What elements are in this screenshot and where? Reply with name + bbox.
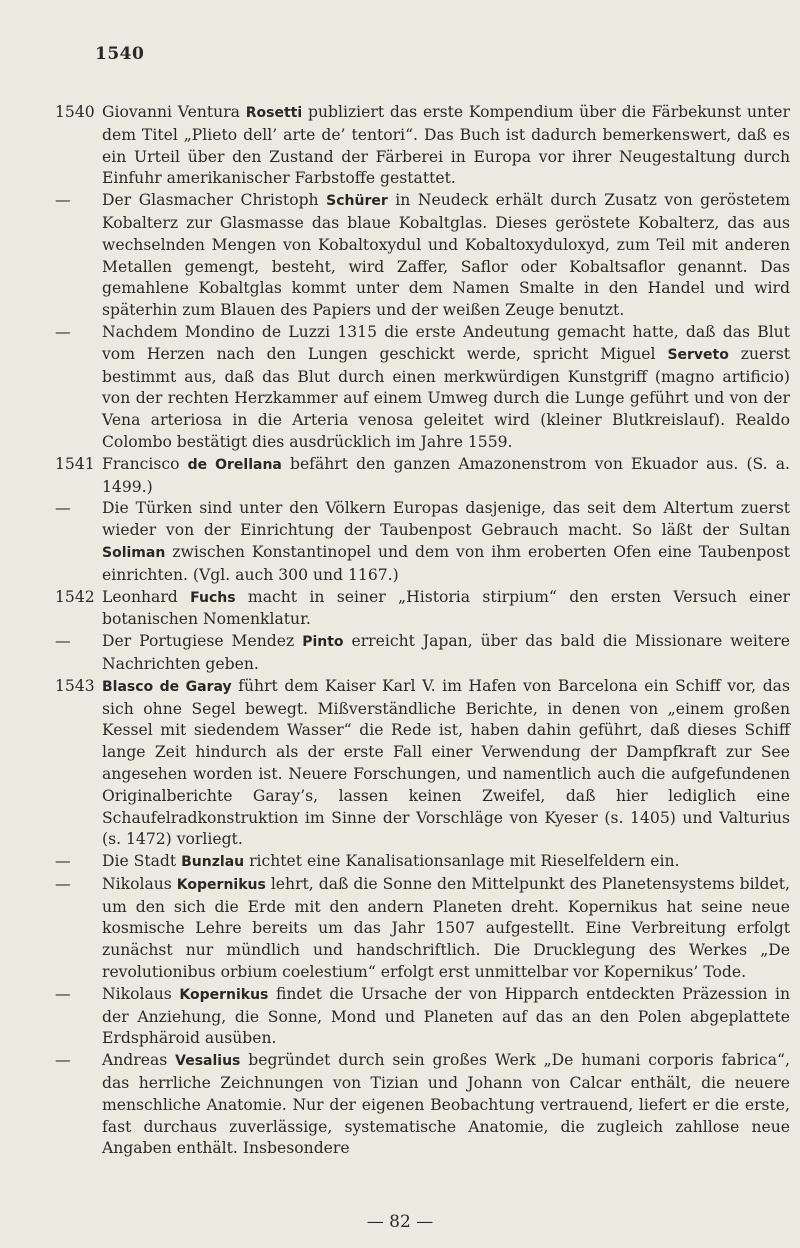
entry-year: — [55, 499, 71, 518]
entry-year: 1543 [55, 676, 95, 695]
entry [55, 454, 790, 499]
person-name: Soliman [102, 544, 166, 561]
entry-year: — [55, 852, 71, 871]
entry-year: — [55, 322, 71, 341]
entry [55, 851, 790, 874]
person-name: Vesalius [175, 1053, 241, 1070]
person-name: Kopernikus [176, 876, 266, 893]
entry-text: Der Portugiese Mendez Pinto erreicht Japan, über das bald die Missionare weitere Nachrichten geben. [102, 632, 790, 673]
entry-year: 1541 [55, 454, 95, 473]
entry-text: Der Glasmacher Christoph Schürer in Neudeck erhält durch Zusatz von geröstetem Kobalterz zur Glasmasse das blaue Kobaltglas. Dieses geröstete Kobalterz, das aus wechselnden Mengen von Kobaltoxydul und Kobaltoxyduloxyd, zum Teil mit anderen Metallen gemengt, besteht, wird Zaffer, Saflor oder Kobaltsaflor genannt. Das gemahlene Kobaltglas kommt unter dem Namen Smalte in den Handel und wird späterhin zum Blauen des Papiers und der weißen Zeuge benutzt. [102, 191, 790, 320]
person-name: Serveto [667, 346, 729, 363]
entry-year: — [55, 984, 71, 1003]
entry [55, 587, 790, 632]
entry [55, 631, 790, 676]
entry-text: Nikolaus Kopernikus lehrt, daß die Sonne den Mittelpunkt des Planetensystems bildet, um den sich die Erde mit den andern Planeten dreht. Kopernikus hat seine neue kosmische Lehre bereits um das Jahr 1507 aufgestellt. Eine Verbreitung erfolgt zunächst nur mündlich und handschriftlich. Die Drucklegung des Werkes „De revolutionibus orbium coelestium“ erfolgt erst unmittelbar vor Kopernikus’ Tode. [102, 874, 790, 982]
entry-year: — [55, 1051, 71, 1070]
entry-year: — [55, 632, 71, 651]
entry [55, 874, 790, 984]
entry [55, 102, 790, 190]
entry-text: Nikolaus Kopernikus findet die Ursache der von Hipparch entdeckten Präzession in der Anziehung, die Sonne, Mond und Planeten auf das an den Polen abgeplattete Erdsphäroid ausüben. [102, 984, 790, 1048]
entry-text: Blasco de Garay führt dem Kaiser Karl V. im Hafen von Barcelona ein Schiff vor, das sich ohne Segel bewegt. Mißverständliche Berichte, in denen von „einem großen Kessel mit siedendem Wasser“ die Rede ist, haben dahin geführt, daß dieses Schiff lange Zeit hindurch als der erste Fall einer Verwendung der Dampfkraft zur See angesehen worden ist. Neuere Forschungen, und namentlich auch die aufgefundenen Originalberichte Garay’s, lassen keinen Zweifel, daß hier lediglich eine Schaufelradkonstruktion im Sinne der Vorschläge von Kyeser (s. 1405) und Valturius (s. 1472) vorliegt. [102, 676, 790, 849]
person-name: Bunzlau [181, 854, 245, 871]
entry [55, 498, 790, 586]
entry [55, 676, 790, 851]
entry-text: Leonhard Fuchs macht in seiner „Historia stirpium“ den ersten Versuch einer botanischen Nomenklatur. [102, 587, 790, 629]
entry-year: 1540 [55, 103, 95, 121]
chronicle-entries [55, 102, 790, 1160]
person-name: Schürer [326, 193, 388, 210]
entry-year: 1542 [55, 587, 95, 606]
page-number: — 82 — [366, 1212, 434, 1232]
person-name: Blasco de Garay [102, 678, 232, 695]
person-name: Kopernikus [179, 986, 269, 1003]
entry [55, 190, 790, 322]
entry-year: — [55, 191, 71, 210]
person-name: Fuchs [190, 589, 236, 606]
entry-text: Nachdem Mondino de Luzzi 1315 die erste Andeutung gemacht hatte, daß das Blut vom Herzen nach den Lungen geschickt werde, spricht Miguel Serveto zuerst bestimmt aus, daß das Blut durch einen merkwürdigen Kunstgriff (magno artificio) von der rechten Herzkammer auf einem Umweg durch die Lunge geführt und von der Vena arteriosa in die Arteria venosa geleitet wird (kleiner Blutkreislauf). Realdo Colombo bestätigt dies ausdrücklich im Jahre 1559. [102, 322, 790, 451]
entry [55, 322, 790, 454]
running-header: 1540 [95, 44, 145, 64]
entry-text: Giovanni Ventura Rosetti publiziert das erste Kompendium über die Färbekunst unter dem Titel „Plieto dell’ arte de’ tentori“. Das Buch ist dadurch bemerkenswert, daß es ein Urteil über den Zustand der Färberei in Europa vor ihrer Neugestaltung durch Einfuhr amerikanischer Farbstoffe gestattet. [102, 103, 790, 188]
person-name: de Orellana [187, 456, 282, 473]
entry-text: Andreas Vesalius begründet durch sein großes Werk „De humani corporis fabrica“, das herrliche Zeichnungen von Tizian und Johann von Calcar enthält, die neuere menschliche Anatomie. Nur der eigenen Beobachtung vertrauend, liefert er die erste, fast durchaus zuverlässige, systematische Anatomie, die zugleich zahllose neue Angaben enthält. Insbesondere [102, 1051, 790, 1158]
person-name: Rosetti [245, 105, 303, 121]
entry-text: Die Türken sind unter den Völkern Europas dasjenige, das seit dem Altertum zuerst wieder von der Einrichtung der Taubenpost Gebrauch macht. So läßt der Sultan Soliman zwischen Konstantinopel und dem von ihm eroberten Ofen eine Taubenpost einrichten. (Vgl. auch 300 und 1167.) [102, 499, 790, 584]
person-name: Pinto [302, 634, 344, 651]
entry-year: — [55, 874, 71, 893]
entry [55, 1050, 790, 1160]
entry [55, 984, 790, 1050]
entry-text: Die Stadt Bunzlau richtet eine Kanalisationsanlage mit Rieselfeldern ein. [102, 852, 680, 871]
entry-text: Francisco de Orellana befährt den ganzen Amazonenstrom von Ekuador aus. (S. a. 1499.) [102, 454, 790, 496]
